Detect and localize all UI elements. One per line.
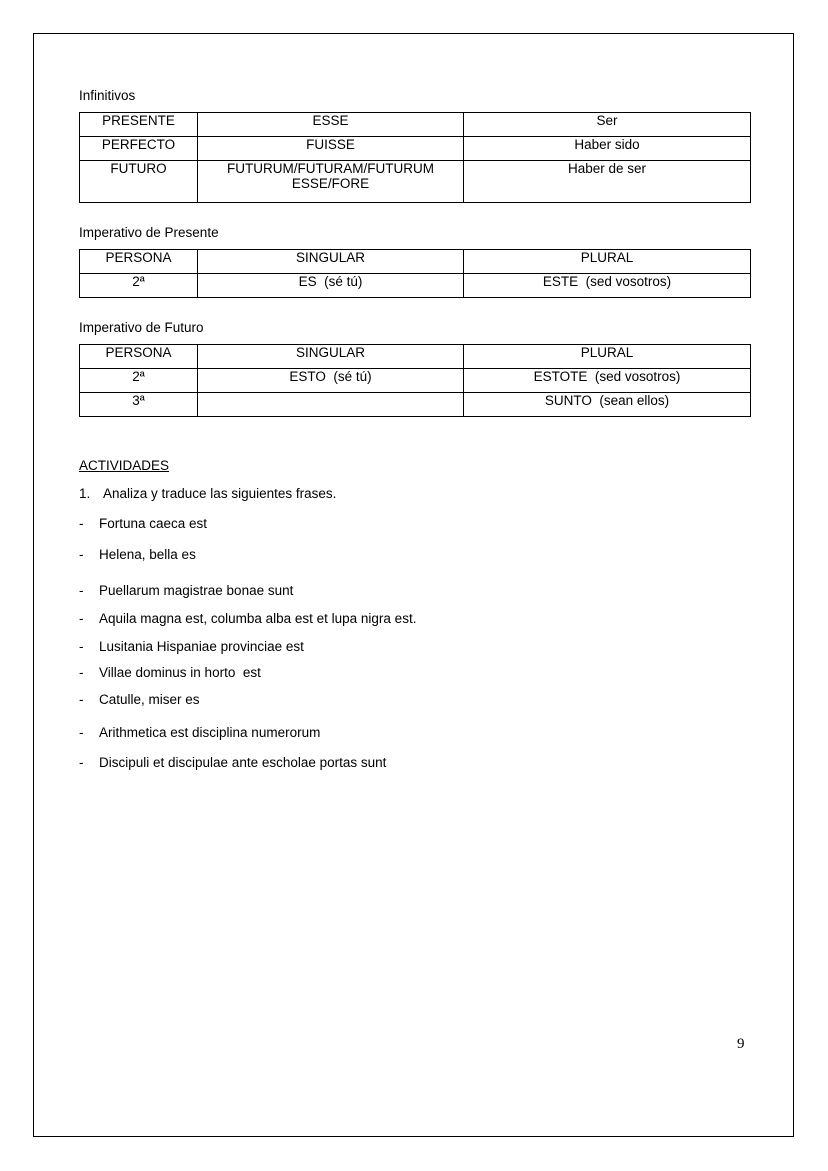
table-cell: ESTE (sed vosotros) — [464, 274, 751, 298]
infinitivos-table — [79, 112, 751, 203]
bullet: - — [79, 725, 84, 740]
table-row — [80, 274, 751, 298]
table-header-row — [80, 345, 751, 369]
imperativo-presente-table — [79, 249, 751, 298]
table-header-cell: PERSONA — [80, 345, 198, 369]
infinitivos-title: Infinitivos — [79, 88, 136, 103]
list-item — [79, 547, 196, 562]
phrase-text: Fortuna caeca est — [99, 516, 208, 531]
activity-instruction — [79, 486, 336, 501]
page-number: 9 — [737, 1036, 745, 1052]
list-item — [79, 611, 416, 626]
table-row — [80, 113, 751, 137]
table-header-cell: PLURAL — [464, 250, 751, 274]
bullet: - — [79, 583, 84, 598]
phrase-text: Helena, bella es — [99, 547, 196, 562]
table-cell: ESTOTE (sed vosotros) — [464, 369, 751, 393]
table-row — [80, 137, 751, 161]
instruction-number: 1. — [79, 486, 91, 501]
phrase-text: Aquila magna est, columba alba est et lupa nigra est. — [99, 611, 417, 626]
table-header-cell: PERSONA — [80, 250, 198, 274]
instruction-text: Analiza y traduce las siguientes frases. — [103, 486, 337, 501]
table-cell: ESTO (sé tú) — [198, 369, 464, 393]
bullet: - — [79, 692, 84, 707]
phrase-text: Villae dominus in horto est — [99, 665, 261, 680]
imperativo-futuro-table — [79, 344, 751, 417]
table-cell: FUISSE — [198, 137, 464, 161]
table-cell: ES (sé tú) — [198, 274, 464, 298]
table-header-cell: SINGULAR — [198, 250, 464, 274]
table-header-row — [80, 250, 751, 274]
table-cell: Ser — [464, 113, 751, 137]
list-item — [79, 639, 304, 654]
table-cell: PERFECTO — [80, 137, 198, 161]
bullet: - — [79, 547, 84, 562]
phrase-text: Puellarum magistrae bonae sunt — [99, 583, 294, 598]
table-cell: 2ª — [80, 369, 198, 393]
phrase-text: Discipuli et discipulae ante escholae portas sunt — [99, 755, 387, 770]
phrase-text: Lusitania Hispaniae provinciae est — [99, 639, 304, 654]
table-cell — [198, 393, 464, 417]
imperativo-futuro-title: Imperativo de Futuro — [79, 320, 204, 335]
list-item — [79, 665, 261, 680]
table-cell: Haber de ser — [464, 161, 751, 203]
phrase-text: Arithmetica est disciplina numerorum — [99, 725, 321, 740]
table-header-cell: SINGULAR — [198, 345, 464, 369]
bullet: - — [79, 665, 84, 680]
table-row — [80, 161, 751, 203]
list-item — [79, 516, 207, 531]
list-item — [79, 755, 386, 770]
table-row — [80, 393, 751, 417]
imperativo-presente-title: Imperativo de Presente — [79, 225, 219, 240]
list-item — [79, 725, 320, 740]
phrase-text: Catulle, miser es — [99, 692, 200, 707]
actividades-title: ACTIVIDADES — [79, 458, 170, 473]
table-cell: Haber sido — [464, 137, 751, 161]
bullet: - — [79, 755, 84, 770]
bullet: - — [79, 639, 84, 654]
list-item — [79, 583, 293, 598]
table-cell: 3ª — [80, 393, 198, 417]
table-row — [80, 369, 751, 393]
list-item — [79, 692, 200, 707]
table-cell: ESSE — [198, 113, 464, 137]
table-cell: SUNTO (sean ellos) — [464, 393, 751, 417]
bullet: - — [79, 611, 84, 626]
table-cell: FUTURO — [80, 161, 198, 203]
table-header-cell: PLURAL — [464, 345, 751, 369]
bullet: - — [79, 516, 84, 531]
table-cell: FUTURUM/FUTURAM/FUTURUM ESSE/FORE — [198, 161, 464, 203]
table-cell: 2ª — [80, 274, 198, 298]
table-cell: PRESENTE — [80, 113, 198, 137]
